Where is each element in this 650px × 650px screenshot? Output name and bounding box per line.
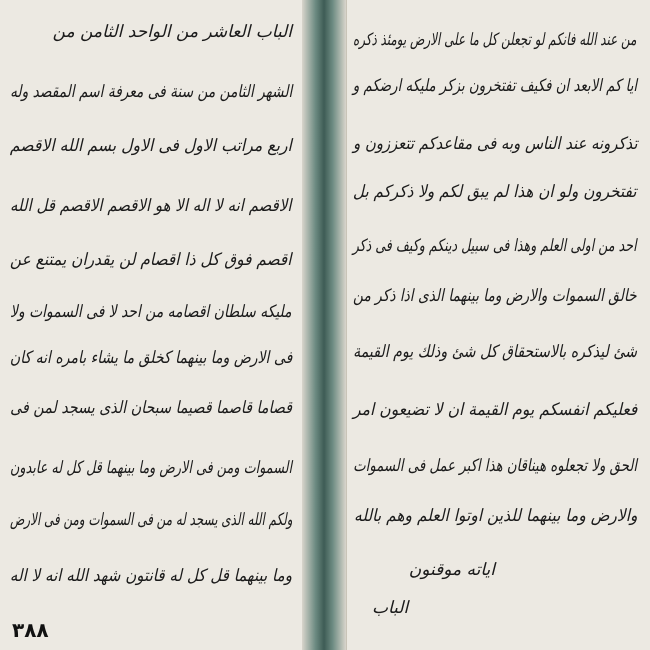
right-line-11: اياته موقنون bbox=[408, 560, 495, 580]
left-line-9: السموات ومن فى الارض وما بينهما قل كل له عابدون bbox=[9, 458, 292, 478]
left-line-4: الاقصم انه لا اله الا هو الاقصم الاقصم قل الله bbox=[10, 196, 292, 216]
right-page bbox=[346, 0, 650, 650]
book-gutter bbox=[302, 0, 346, 650]
page-number: ٣٨٨ bbox=[12, 618, 49, 642]
right-line-1: من عند الله فانكم لو تجعلن كل ما على الارض يومئذ ذكره bbox=[353, 30, 637, 50]
right-line-3: تذكرونه عند الناس وبه فى مقاعدكم تتعززون و bbox=[352, 134, 637, 154]
right-line-4: تفتخرون ولو ان هذا لم يبق لكم ولا ذكركم بل bbox=[353, 182, 637, 202]
right-line-6: خالق السموات والارض وما بينهما الذى اذا ذكر من bbox=[353, 286, 637, 306]
left-line-7: فى الارض وما بينهما كخلق ما يشاء بامره انه كان bbox=[9, 348, 292, 368]
catchword: الباب bbox=[372, 598, 409, 618]
right-line-8: فعليكم انفسكم يوم القيمة ان لا تضيعون امر bbox=[352, 400, 637, 420]
left-page bbox=[0, 0, 303, 650]
right-line-7: شئ ليذكره بالاستحقاق كل شئ وذلك يوم القيمة bbox=[353, 342, 637, 362]
left-line-1: الباب العاشر من الواحد الثامن من bbox=[52, 22, 292, 42]
right-line-5: احد من اولى العلم وهذا فى سبيل دينكم وكيف فى ذكر bbox=[353, 236, 637, 256]
left-line-5: اقصم فوق كل ذا اقصام لن يقدران يمتنع عن bbox=[10, 250, 292, 270]
left-line-3: اربع مراتب الاول فى الاول بسم الله الاقصم bbox=[9, 136, 292, 156]
right-line-2: ايا كم الابعد ان فكيف تفتخرون بزكر مليكه ارضكم و bbox=[352, 76, 637, 96]
right-line-9: الحق ولا تجعلوه هيناقان هذا اكبر عمل فى السموات bbox=[353, 456, 637, 476]
left-line-6: مليكه سلطان اقصامه من احد لا فى السموات ولا bbox=[10, 302, 292, 322]
left-line-11: وما بينهما قل كل له قانتون شهد الله انه لا اله bbox=[9, 566, 292, 586]
left-line-8: قصاما قاصما قصيما سبحان الذى يسجد لمن فى bbox=[10, 398, 292, 418]
left-line-10: ولكم الله الذى يسجد له من فى السموات ومن فى الارض bbox=[9, 510, 292, 530]
left-line-2: الشهر الثامن من سنة فى معرفة اسم المقصد وله bbox=[9, 82, 292, 102]
right-line-10: والارض وما بينهما للذين اوتوا العلم وهم بالله bbox=[353, 506, 637, 526]
